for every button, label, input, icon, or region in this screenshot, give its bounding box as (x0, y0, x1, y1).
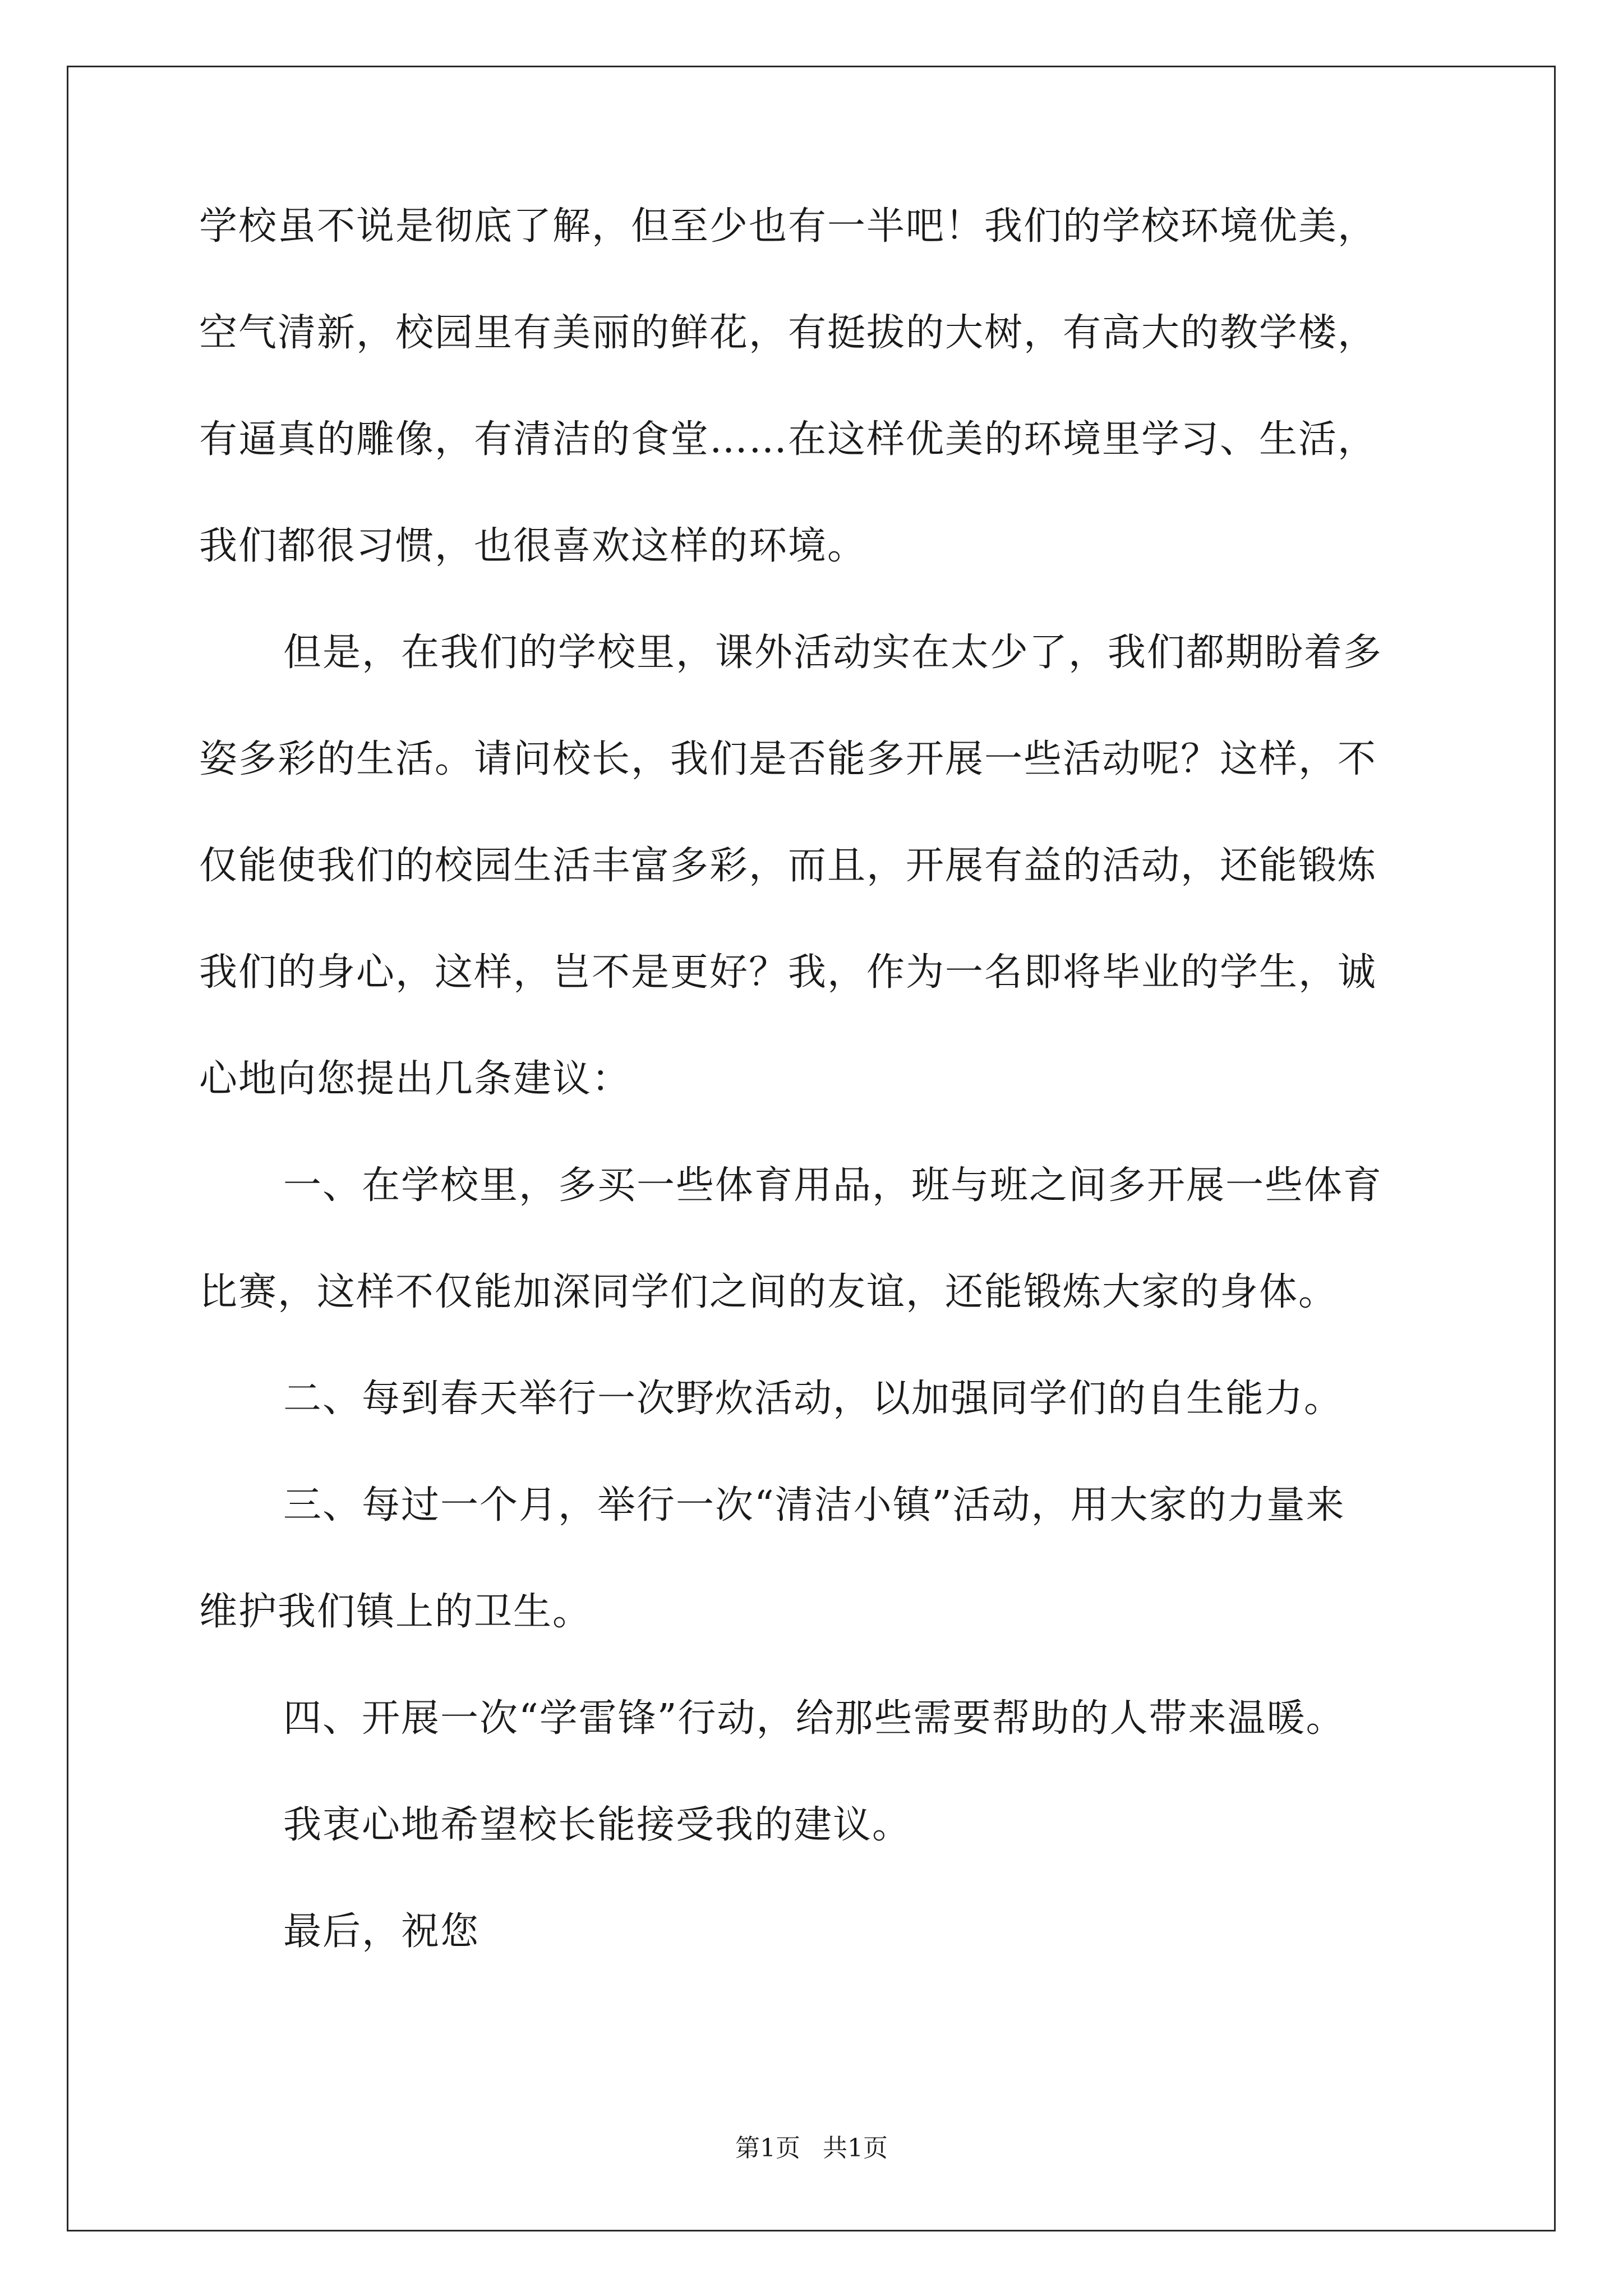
text-line: 我衷心地希望校长能接受我的建议。 (283, 1803, 912, 1847)
page-footer (0, 2136, 1623, 2161)
text-line: 二、每到春天举行一次野炊活动，以加强同学们的自生能力。 (283, 1377, 1344, 1421)
text-line: 我们的身心，这样，岂不是更好？我，作为一名即将毕业的学生，诚 (199, 950, 1377, 995)
text-line: 维护我们镇上的卫生。 (199, 1590, 592, 1634)
text-line: 四、开展一次“学雷锋”行动，给那些需要帮助的人带来温暖。 (283, 1696, 1345, 1741)
text-line: 最后，祝您 (283, 1910, 480, 1954)
text-line: 学校虽不说是彻底了解，但至少也有一半吧！我们的学校环境优美， (199, 204, 1377, 249)
text-line: 比赛，这样不仅能加深同学们之间的友谊，还能锻炼大家的身体。 (199, 1270, 1338, 1314)
document-body (199, 204, 1433, 2019)
text-line: 我们都很习惯，也很喜欢这样的环境。 (199, 524, 867, 568)
text-line: 仅能使我们的校园生活丰富多彩，而且，开展有益的活动，还能锻炼 (199, 844, 1377, 888)
page-number-total: 共1页 (823, 2134, 888, 2162)
text-line: 三、每过一个月，举行一次“清洁小镇”活动，用大家的力量来 (283, 1483, 1345, 1527)
text-line: 空气清新，校园里有美丽的鲜花，有挺拔的大树，有高大的教学楼， (199, 311, 1377, 355)
text-line: 一、在学校里，多买一些体育用品，班与班之间多开展一些体育 (283, 1163, 1383, 1208)
text-line: 有逼真的雕像，有清洁的食堂……在这样优美的环境里学习、生活， (199, 417, 1377, 462)
text-line: 姿多彩的生活。请问校长，我们是否能多开展一些活动呢？这样，不 (199, 737, 1377, 781)
text-line: 心地向您提出几条建议： (199, 1057, 631, 1101)
text-line: 但是，在我们的学校里，课外活动实在太少了，我们都期盼着多 (283, 631, 1383, 675)
page-number-current: 第1页 (735, 2134, 800, 2162)
